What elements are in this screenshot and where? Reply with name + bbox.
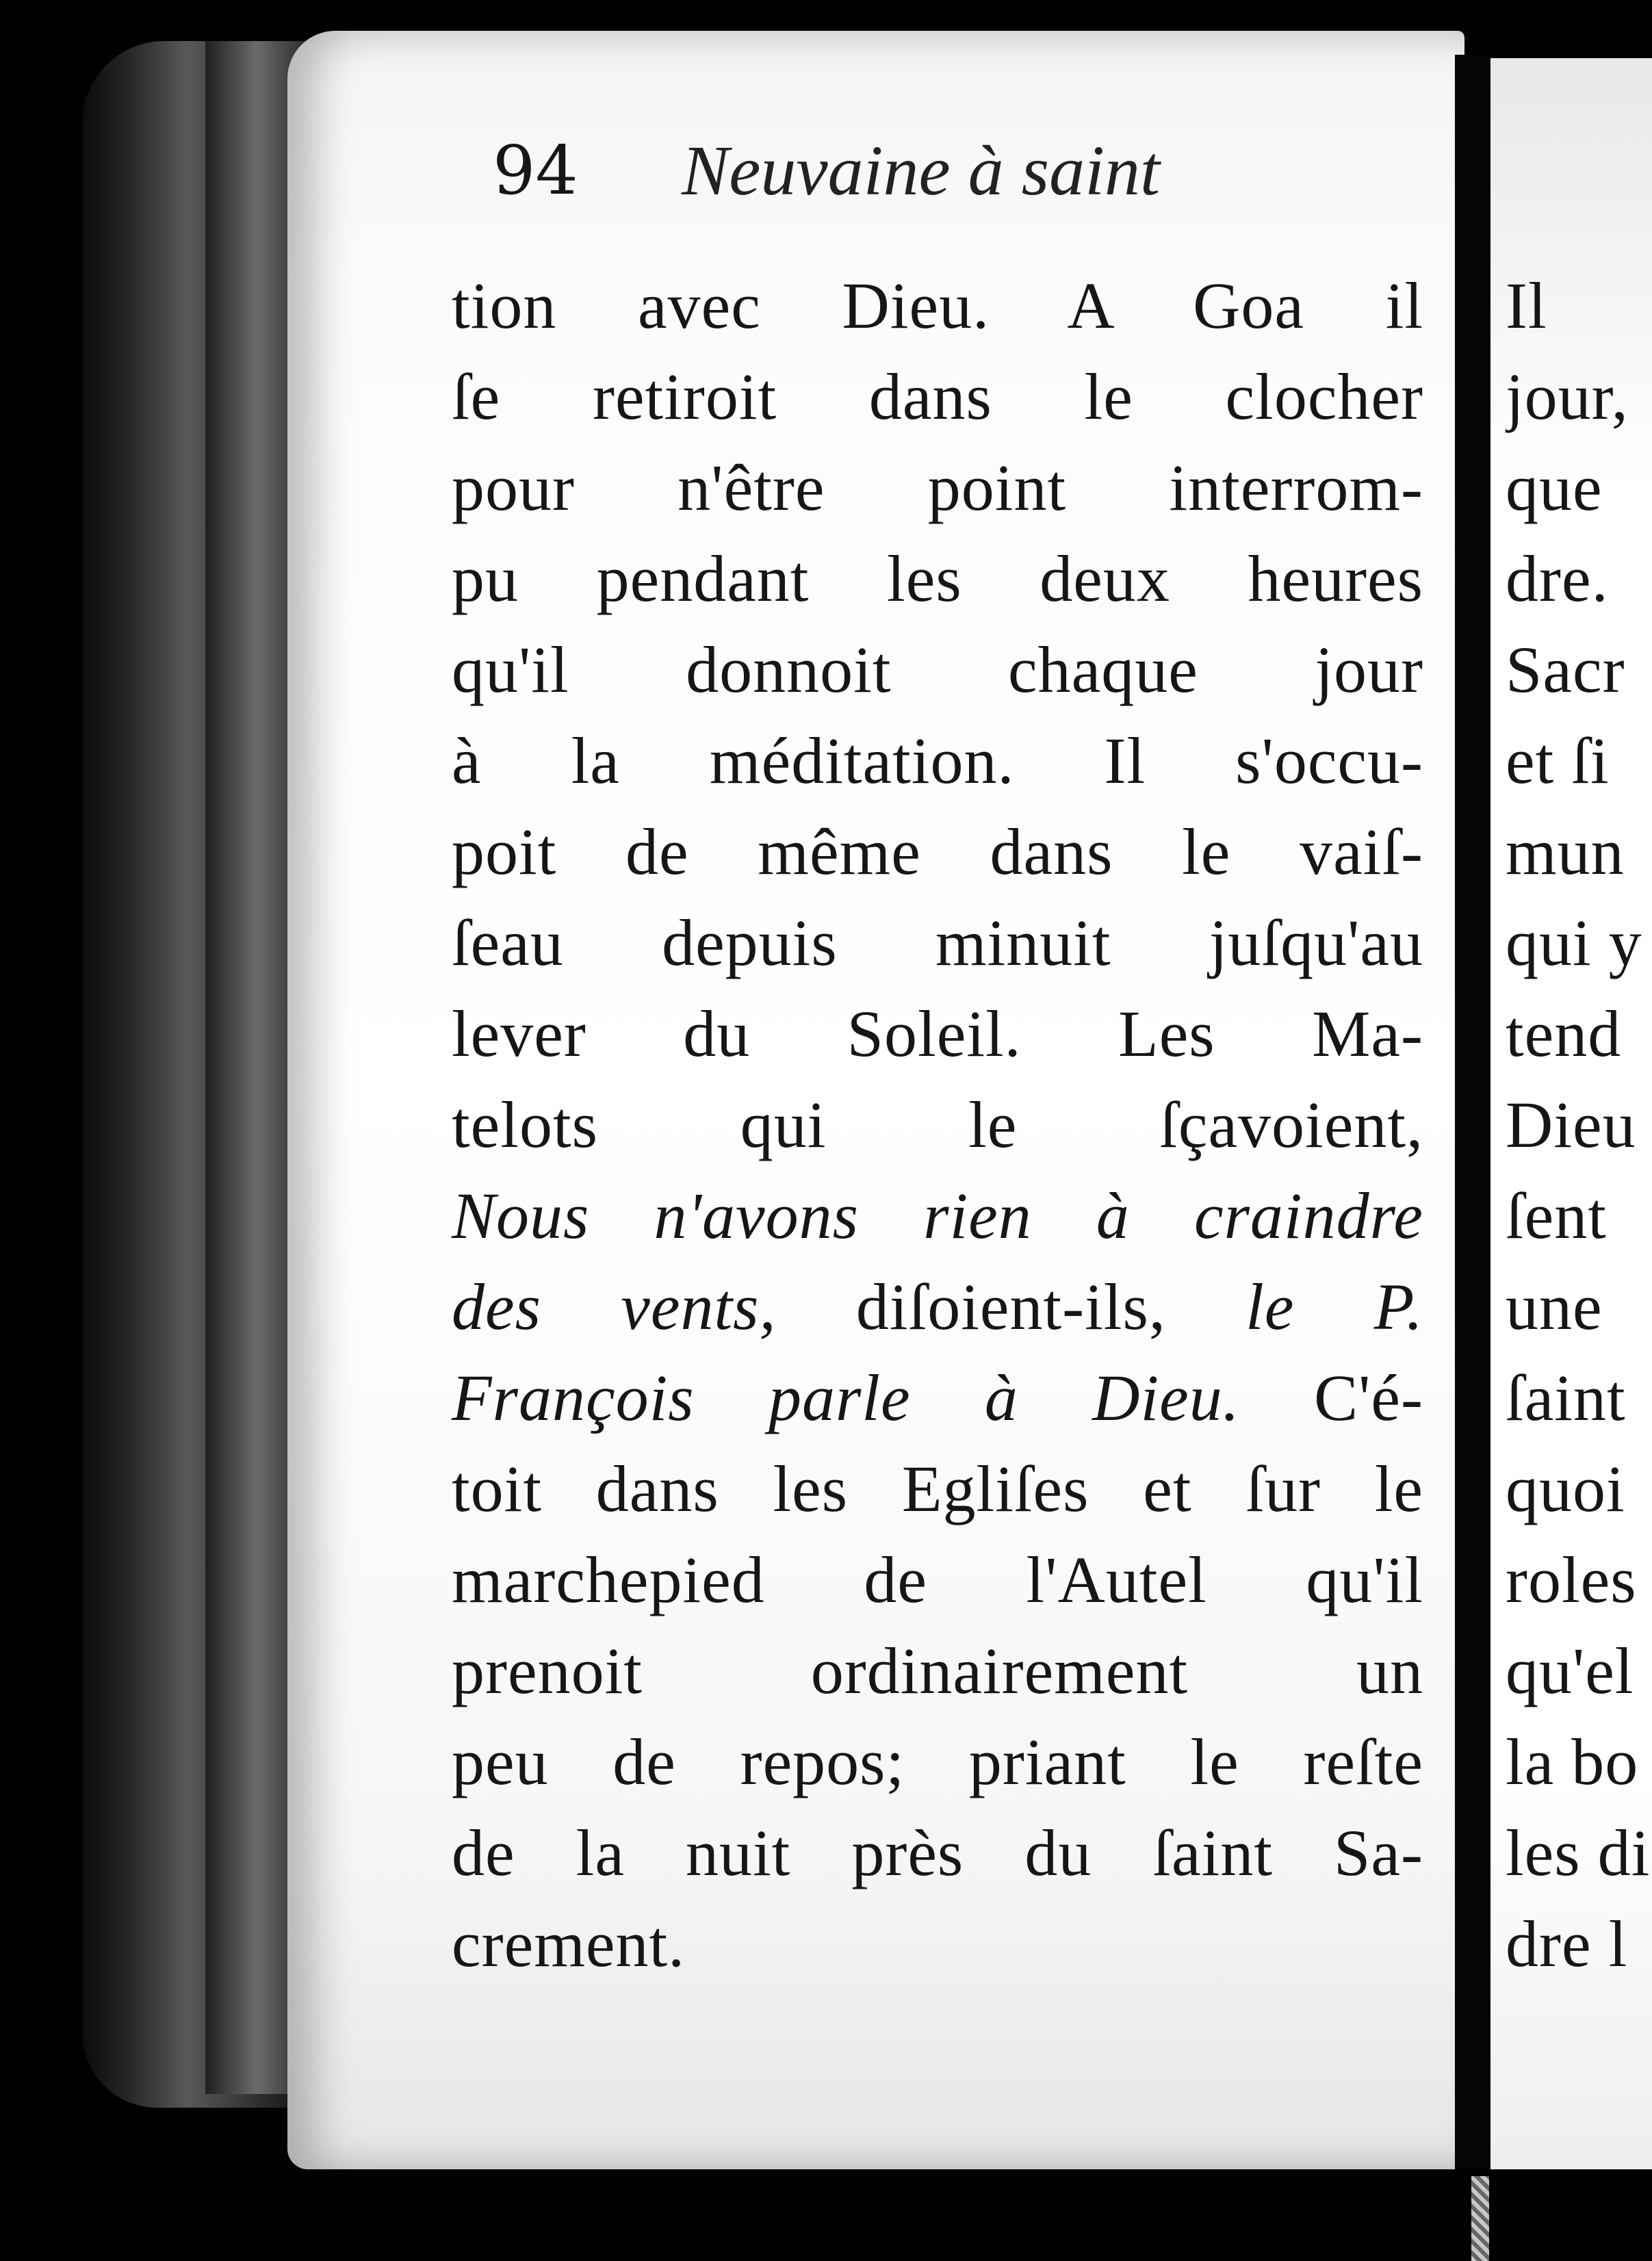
text-fragment: qui y: [1506, 906, 1642, 979]
text-line: lever du Soleil. Les Ma-: [452, 997, 1423, 1070]
book-gutter: [1455, 55, 1490, 2210]
left-page-text: [452, 260, 1423, 1989]
roman-text: diſoient-ils,: [776, 1270, 1246, 1343]
text-line-mixed: [452, 1261, 1423, 1352]
text-line: prenoit ordinairement un: [452, 1634, 1423, 1707]
text-line: peu de repos; priant le reſte: [452, 1725, 1423, 1798]
text-fragment: quoi: [1506, 1452, 1625, 1525]
text-fragment: dre.: [1506, 542, 1609, 615]
running-head: [493, 123, 1382, 219]
text-fragment: et ſi: [1506, 724, 1610, 797]
italic-quote: des vents,: [452, 1270, 777, 1343]
text-line-mixed: [452, 1352, 1423, 1443]
right-page-text-fragments: [1506, 260, 1652, 1989]
page-number: 94: [493, 132, 578, 210]
text-fragment: dre l: [1506, 1907, 1628, 1980]
text-fragment: une: [1506, 1270, 1603, 1343]
text-fragment: Sacr: [1506, 633, 1625, 706]
text-fragment: que: [1506, 451, 1603, 524]
text-line: ſeau depuis minuit juſqu'au: [452, 906, 1423, 979]
text-fragment: Il: [1506, 269, 1547, 342]
text-line: tion avec Dieu. A Goa il: [452, 269, 1423, 342]
text-fragment: les di: [1506, 1816, 1651, 1889]
text-line: telots qui le ſçavoient,: [452, 1088, 1423, 1161]
roman-text: C'é-: [1239, 1361, 1424, 1434]
text-fragment: tend: [1506, 997, 1622, 1070]
text-fragment: qu'el: [1506, 1634, 1634, 1707]
italic-quote: François parle à Dieu.: [452, 1361, 1240, 1434]
text-line: marchepied de l'Autel qu'il: [452, 1543, 1423, 1616]
italic-quote: Nous n'avons rien à craindre: [452, 1179, 1423, 1252]
text-line: poit de même dans le vaiſ-: [452, 815, 1423, 888]
text-line-italic: [452, 1170, 1423, 1261]
text-fragment: roles: [1506, 1543, 1637, 1616]
text-line: de la nuit près du ſaint Sa-: [452, 1816, 1423, 1889]
text-fragment: mun: [1506, 815, 1625, 888]
text-fragment: jour,: [1506, 360, 1629, 433]
text-line: à la méditation. Il s'occu-: [452, 724, 1423, 797]
text-line: qu'il donnoit chaque jour: [452, 633, 1423, 706]
text-line: toit dans les Egliſes et ſur le: [452, 1452, 1423, 1525]
text-fragment: ſaint: [1506, 1361, 1626, 1434]
text-fragment: la bo: [1506, 1725, 1639, 1798]
text-line: pu pendant les deux heures: [452, 542, 1423, 615]
text-fragment: Dieu: [1506, 1088, 1636, 1161]
text-fragment: ſent: [1506, 1179, 1607, 1252]
running-head-title: Neuvaine à saint: [681, 131, 1160, 210]
bookmark-ribbon: [1471, 2176, 1489, 2261]
italic-quote: le P.: [1246, 1270, 1424, 1343]
text-line: ſe retiroit dans le clocher: [452, 360, 1423, 433]
scan-border-bottom: [0, 2169, 1652, 2261]
text-line: crement.: [452, 1907, 686, 1980]
text-line: pour n'être point interrom-: [452, 451, 1423, 524]
